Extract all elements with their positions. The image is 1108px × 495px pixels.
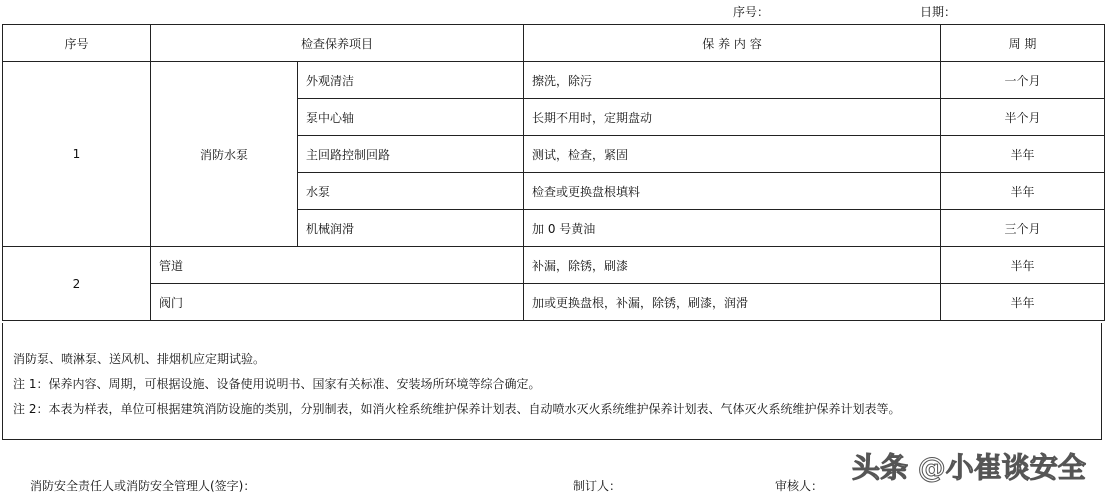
note-line: 消防泵、喷淋泵、送风机、排烟机应定期试验。 <box>13 352 266 366</box>
header-period: 周 期 <box>941 25 1105 62</box>
period: 半年 <box>941 173 1105 210</box>
responsible-signature-label: 消防安全责任人或消防安全管理人(签字)： <box>30 479 256 493</box>
header-no: 序号 <box>3 25 151 62</box>
note-line: 注 1：保养内容、周期，可根据设施、设备使用说明书、国家有关标准、安装场所环境等综合确定。 <box>13 377 541 391</box>
notes-box <box>2 323 1102 440</box>
table-row <box>3 247 1105 284</box>
header-content: 保 养 内 容 <box>524 25 941 62</box>
sub-item: 泵中心轴 <box>298 99 524 136</box>
group-no: 2 <box>3 247 151 321</box>
period: 一个月 <box>941 62 1105 99</box>
sub-item: 机械润滑 <box>298 210 524 247</box>
period: 半个月 <box>941 99 1105 136</box>
content: 测试，检查，紧固 <box>524 136 941 173</box>
sub-item: 主回路控制回路 <box>298 136 524 173</box>
date-label: 日期： <box>920 5 957 19</box>
group-no: 1 <box>3 62 151 247</box>
sub-item: 阀门 <box>151 284 524 321</box>
content: 加或更换盘根，补漏，除锈，刷漆，润滑 <box>524 284 941 321</box>
period: 三个月 <box>941 210 1105 247</box>
sub-item: 水泵 <box>298 173 524 210</box>
reviewer-label: 审核人： <box>775 479 824 493</box>
header-row <box>3 25 1105 62</box>
maker-label: 制订人： <box>573 479 622 493</box>
maintenance-table <box>2 24 1105 321</box>
period: 半年 <box>941 284 1105 321</box>
group-name: 消防水泵 <box>151 62 298 247</box>
period: 半年 <box>941 247 1105 284</box>
period: 半年 <box>941 136 1105 173</box>
content: 检查或更换盘根填料 <box>524 173 941 210</box>
table-row <box>3 62 1105 99</box>
serial-label: 序号： <box>733 5 770 19</box>
note-line: 注 2：本表为样表，单位可根据建筑消防设施的类别，分别制表，如消火栓系统维护保养计划表、自动喷水灭火系统维护保养计划表、气体灭火系统维护保养计划表等。 <box>13 402 901 416</box>
table-row <box>3 284 1105 321</box>
header-item: 检查保养项目 <box>151 25 524 62</box>
sub-item: 管道 <box>151 247 524 284</box>
content: 补漏，除锈，刷漆 <box>524 247 941 284</box>
watermark: 头条 @小崔谈安全 <box>852 451 1086 484</box>
content: 长期不用时，定期盘动 <box>524 99 941 136</box>
sub-item: 外观清洁 <box>298 62 524 99</box>
content: 擦洗，除污 <box>524 62 941 99</box>
content: 加 0 号黄油 <box>524 210 941 247</box>
